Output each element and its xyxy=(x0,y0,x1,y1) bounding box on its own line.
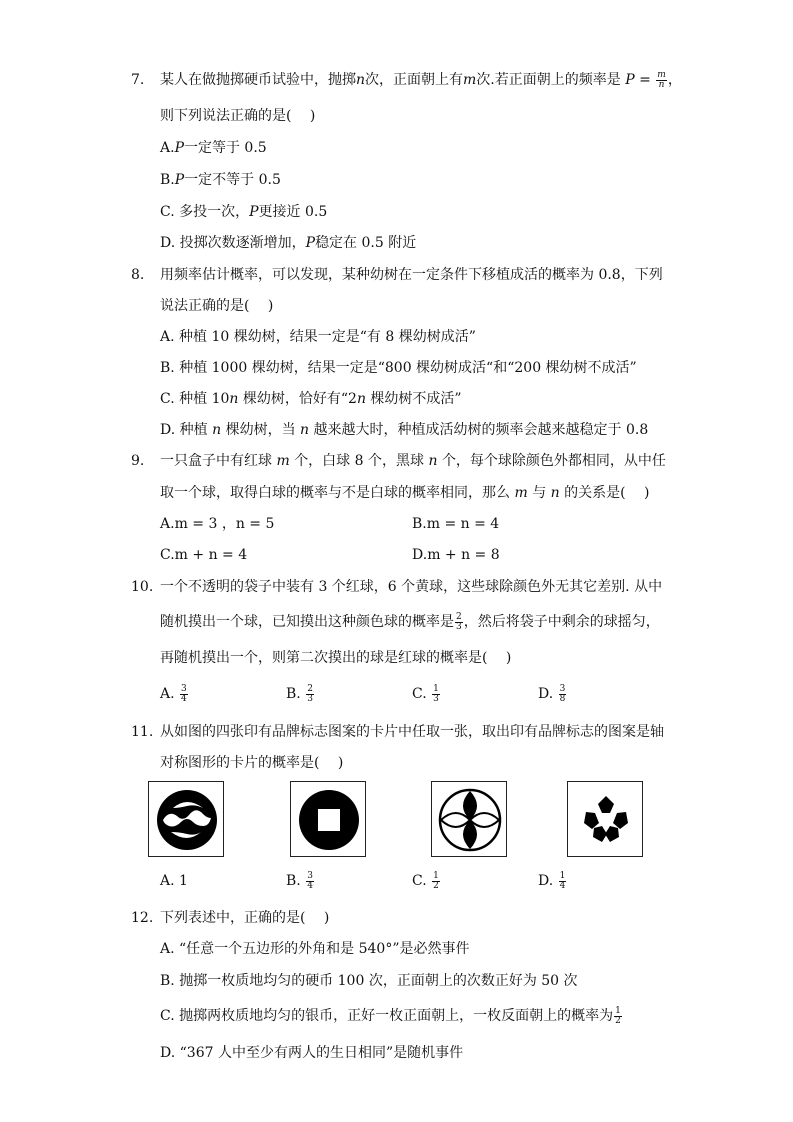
q10-stem-line3: 再随机摸出一个，则第二次摸出的球是红球的概率是( ) xyxy=(160,650,512,666)
q12-option-d[interactable] xyxy=(160,1043,463,1063)
q9-var-m: m xyxy=(514,485,528,501)
q12-option-c[interactable] xyxy=(160,1006,623,1026)
frac-den: 8 xyxy=(559,693,566,704)
frac-den: 4 xyxy=(307,880,313,891)
frac-num: 3 xyxy=(307,870,313,881)
q10-stem-line2 xyxy=(160,612,660,632)
option-text: 多投一次， xyxy=(179,204,250,220)
q10-stem-line1: 一个不透明的袋子中装有 3 个红球，6 个黄球，这些球除颜色外无其它差别. 从中 xyxy=(160,579,663,595)
option-fraction xyxy=(432,685,440,704)
option-label: D. xyxy=(538,686,554,702)
q11-stem-line2: 对称图形的卡片的概率是( ) xyxy=(160,755,344,771)
option-label: B. xyxy=(160,172,175,188)
q7-option-d[interactable] xyxy=(160,233,416,253)
stem-text: 取一个球，取得白球的概率与不是白球的概率相同，那么 xyxy=(160,485,510,501)
stem-text: 一只盒子中有红球 xyxy=(160,453,272,469)
option-label: A. xyxy=(160,329,175,345)
option-label: B. xyxy=(160,973,175,989)
circle-square-logo-card xyxy=(290,781,366,857)
q12-stem-line1: 下列表述中，正确的是( ) xyxy=(160,910,330,926)
option-label: A. xyxy=(160,941,175,957)
q11-option-b[interactable] xyxy=(286,871,315,891)
option-text: 棵幼树，恰好有“2 xyxy=(238,391,357,407)
q10-option-b[interactable] xyxy=(286,684,315,704)
q7-number: 7. xyxy=(131,72,145,88)
option-text: 棵幼树，当 xyxy=(221,422,301,438)
frac-den: 4 xyxy=(559,880,566,891)
q11-option-c[interactable] xyxy=(412,871,441,891)
option-var: P xyxy=(174,172,185,188)
q10-fraction xyxy=(455,613,463,632)
four-petal-logo-card xyxy=(431,781,507,857)
option-text: 抛掷两枚质地均匀的银币，正好一枚正面朝上，一枚反面朝上的概率为 xyxy=(179,1008,614,1024)
q9-option-d[interactable] xyxy=(412,545,500,565)
q8-option-d[interactable] xyxy=(160,420,648,440)
option-label: C. xyxy=(160,391,175,407)
swirl-logo-icon xyxy=(149,782,225,858)
q8-option-b[interactable] xyxy=(160,358,637,378)
frac-den: 2 xyxy=(615,1015,621,1026)
option-var: P xyxy=(174,140,184,156)
option-fraction xyxy=(180,685,188,704)
pentagon-logo-card xyxy=(567,781,643,857)
option-var: n xyxy=(229,391,239,407)
stem-text: 个，每个球除颜色外都相同，从中任 xyxy=(441,453,666,469)
frac-den: 4 xyxy=(181,693,187,704)
option-fraction xyxy=(432,872,440,891)
q7-var-n: n xyxy=(356,72,366,88)
option-text: 更接近 0.5 xyxy=(258,204,328,220)
option-text: 棵幼树不成活” xyxy=(365,391,462,407)
q9-option-c[interactable] xyxy=(160,545,247,565)
q9-option-b[interactable] xyxy=(412,514,499,534)
q7-option-a[interactable] xyxy=(160,138,267,158)
q9-option-a[interactable] xyxy=(160,514,274,534)
stem-text: 的关系是( ) xyxy=(564,485,650,501)
q7-option-c[interactable] xyxy=(160,202,327,222)
pentagon-logo-icon xyxy=(568,782,644,858)
option-text: 抛掷一枚质地均匀的硬币 100 次，正面朝上的次数正好为 50 次 xyxy=(179,973,578,989)
q11-number: 11. xyxy=(131,724,154,740)
q12-option-a[interactable] xyxy=(160,939,470,959)
q7-stem-a: 某人在做抛掷硬币试验中，抛掷 xyxy=(160,72,356,88)
option-label: D. xyxy=(538,873,554,889)
q8-option-c[interactable] xyxy=(160,389,462,409)
q12-number: 12. xyxy=(131,910,154,926)
option-label: B. xyxy=(286,686,301,702)
q8-stem-line2: 说法正确的是( ) xyxy=(160,298,274,314)
stem-text: 个，白球 8 个，黑球 xyxy=(294,453,424,469)
option-text: 一定不等于 0.5 xyxy=(184,172,281,188)
q11-option-a[interactable] xyxy=(160,871,188,891)
q8-number: 8. xyxy=(131,267,145,283)
option-label: C. xyxy=(160,204,175,220)
stem-text: 与 xyxy=(532,485,547,501)
option-text: m + n = 4 xyxy=(174,547,248,563)
four-petal-logo-icon xyxy=(432,782,508,858)
q7-stem-end: ， xyxy=(667,72,682,88)
frac-num: 1 xyxy=(559,870,566,881)
q11-stem-line1: 从如图的四张印有品牌标志图案的卡片中任取一张，取出印有品牌标志的图案是轴 xyxy=(160,724,664,740)
option-text: 种植 1000 棵幼树，结果一定是“800 棵幼树成活“和“200 棵幼树不成活” xyxy=(179,360,637,376)
option-var: P xyxy=(305,235,316,251)
q7-frac-num: m xyxy=(657,69,666,80)
frac-num: 2 xyxy=(307,683,313,694)
option-fraction xyxy=(306,685,314,704)
option-label: C. xyxy=(412,873,427,889)
q7-stem-b: 次，正面朝上有 xyxy=(365,72,464,88)
option-label: D. xyxy=(160,235,176,251)
option-text: “任意一个五边形的外角和是 540°”是必然事件 xyxy=(179,941,470,957)
option-label: B. xyxy=(160,360,175,376)
q12-option-b[interactable] xyxy=(160,971,578,991)
option-text: m = 3 ，n = 5 xyxy=(174,516,275,532)
option-label: D. xyxy=(160,1045,176,1061)
option-label: B. xyxy=(286,873,301,889)
frac-den: 3 xyxy=(456,621,462,632)
frac-num: 3 xyxy=(559,683,566,694)
circle-square-logo-icon xyxy=(291,782,367,858)
option-label: D. xyxy=(412,547,428,563)
q7-option-b[interactable] xyxy=(160,170,281,190)
q9-stem-line1 xyxy=(160,451,666,471)
q9-var-m: m xyxy=(276,453,290,469)
option-text: m = n = 4 xyxy=(426,516,500,532)
frac-num: 3 xyxy=(181,683,187,694)
option-label: A. xyxy=(160,686,175,702)
q10-option-c[interactable] xyxy=(412,684,441,704)
option-text: 投掷次数逐渐增加， xyxy=(179,235,306,251)
option-text: m + n = 8 xyxy=(427,547,500,563)
option-label: A. xyxy=(160,140,175,156)
q9-var-n: n xyxy=(428,453,438,469)
q10-option-d[interactable] xyxy=(538,684,567,704)
q10-option-a[interactable] xyxy=(160,684,189,704)
q11-option-d[interactable] xyxy=(538,871,567,891)
option-text: 种植 10 棵幼树，结果一定是“有 8 棵幼树成活” xyxy=(179,329,476,345)
option-var: n xyxy=(356,391,366,407)
option-label: A. xyxy=(160,873,175,889)
q9-stem-line2 xyxy=(160,483,650,503)
stem-text: ，然后将袋子中剩余的球摇匀， xyxy=(463,614,660,630)
frac-den: 2 xyxy=(433,880,439,891)
option-fraction xyxy=(559,872,567,891)
q7-stem-c: 次.若正面朝上的频率是 xyxy=(476,72,621,88)
frac-num: 1 xyxy=(433,870,439,881)
option-text: 种植 xyxy=(179,422,213,438)
q9-number: 9. xyxy=(131,453,145,469)
q9-var-n: n xyxy=(550,485,560,501)
swirl-logo-card xyxy=(148,781,224,857)
option-label: B. xyxy=(412,516,427,532)
option-text: 种植 10 xyxy=(179,391,230,407)
option-text: 稳定在 0.5 附近 xyxy=(315,235,417,251)
q7-stem-line2: 则下列说法正确的是( ) xyxy=(160,108,316,124)
option-label: D. xyxy=(160,422,176,438)
option-fraction xyxy=(559,685,567,704)
option-fraction xyxy=(614,1007,622,1026)
stem-text: 随机摸出一个球，已知摸出这种颜色球的概率是 xyxy=(160,614,454,630)
frac-den: 3 xyxy=(433,693,439,704)
option-text: 一定等于 0.5 xyxy=(183,140,267,156)
q7-frac-den: n xyxy=(658,79,665,90)
q7-stem-line1 xyxy=(160,70,682,90)
option-var: P xyxy=(249,204,259,220)
option-var: n xyxy=(300,422,310,438)
q7-fraction xyxy=(656,71,667,90)
option-label: A. xyxy=(160,516,175,532)
frac-den: 3 xyxy=(307,693,313,704)
q8-stem-line1: 用频率估计概率，可以发现，某种幼树在一定条件下移植成活的概率为 0.8，下列 xyxy=(160,267,663,283)
option-var: n xyxy=(212,422,222,438)
frac-num: 1 xyxy=(433,683,439,694)
q10-number: 10. xyxy=(131,579,154,595)
q8-option-a[interactable] xyxy=(160,327,476,347)
frac-num: 2 xyxy=(456,611,462,622)
option-fraction xyxy=(306,872,314,891)
q7-p-expr: P = xyxy=(625,72,651,88)
option-label: C. xyxy=(160,1008,175,1024)
option-label: C. xyxy=(412,686,427,702)
option-label: C. xyxy=(160,547,175,563)
option-text: “367 人中至少有两人的生日相同”是随机事件 xyxy=(179,1045,464,1061)
frac-num: 1 xyxy=(615,1005,621,1016)
option-text: 越来越大时，种植成活幼树的频率会越来越稳定于 0.8 xyxy=(309,422,649,438)
option-text: 1 xyxy=(179,873,188,889)
q7-var-m: m xyxy=(463,72,477,88)
